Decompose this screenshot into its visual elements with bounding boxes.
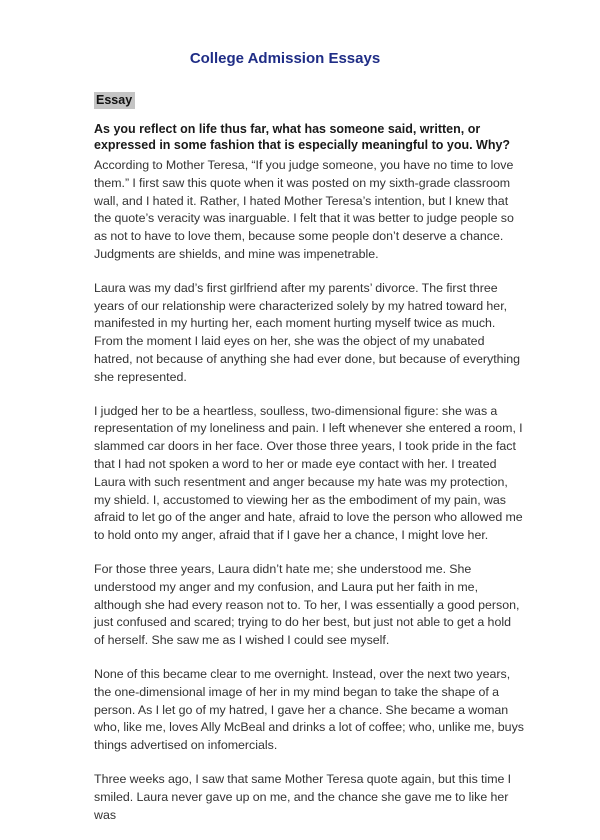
essay-prompt: As you reflect on life thus far, what has someone said, written, or expressed in some fashion that is especially meaningful to you. Why? [94,122,511,152]
essay-paragraph-5: None of this became clear to me overnight. Instead, over the next two years, the one-dimensional image of her in my mind began to take the shape of a person. As I let go of my hatred, I gave her a chance. She became a woman who, like me, loves Ally McBeal and drinks a lot of coffee; who, unlike me, buys things advertised on infomercials. [94,666,524,753]
section-label: Essay [94,92,135,109]
essay-paragraph-2: Laura was my dad’s first girlfriend after my parents’ divorce. The first three years of our relationship were characterized solely by my hatred toward her, manifested in my hurting her, each moment hurting myself twice as much. From the moment I laid eyes on her, she was the object of my unabated hatred, not because of anything she had ever done, but because of everything she represented. [94,280,521,384]
essay-paragraph-6: Three weeks ago, I saw that same Mother Teresa quote again, but this time I smiled. Laura never gave up on me, and the chance she gave me to like her was [94,771,512,822]
essay-paragraph-3: I judged her to be a heartless, soulless, two-dimensional figure: she was a representation of my loneliness and pain. I left whenever she entered a room, I slammed car doors in her face. Over those three years, I took pride in the fact that I had not spoken a word to her or made eye contact with her. I treated Laura with such resentment and anger because my hate was my protection, my shield. I, accustomed to viewing her as the embodiment of my pain, was afraid to let go of the anger and hate, afraid to love the person who allowed me to hold onto my anger, afraid that if I gave her a chance, I might love her. [94,403,523,543]
document-title: College Admission Essays [189,50,381,67]
essay-paragraph-4: For those three years, Laura didn’t hate me; she understood me. She understood my anger and my confusion, and Laura put her faith in me, although she had every reason not to. To her, I was essentially a good person, just confused and scared; trying to do her best, but just not able to get a hold of herself. She saw me as I wished I could see myself. [94,561,520,648]
essay-paragraph-1: According to Mother Teresa, “If you judge someone, you have no time to love them.” I first saw this quote when it was posted on my sixth-grade classroom wall, and I hated it. Rather, I hated Mother Teresa’s intention, but I knew that the quote’s veracity was inarguable. I felt that it was better to judge people so as not to have to love them, because some people don’t deserve a chance. Judgments are shields, and mine was impenetrable. [94,158,514,261]
essay-body [94,157,524,840]
